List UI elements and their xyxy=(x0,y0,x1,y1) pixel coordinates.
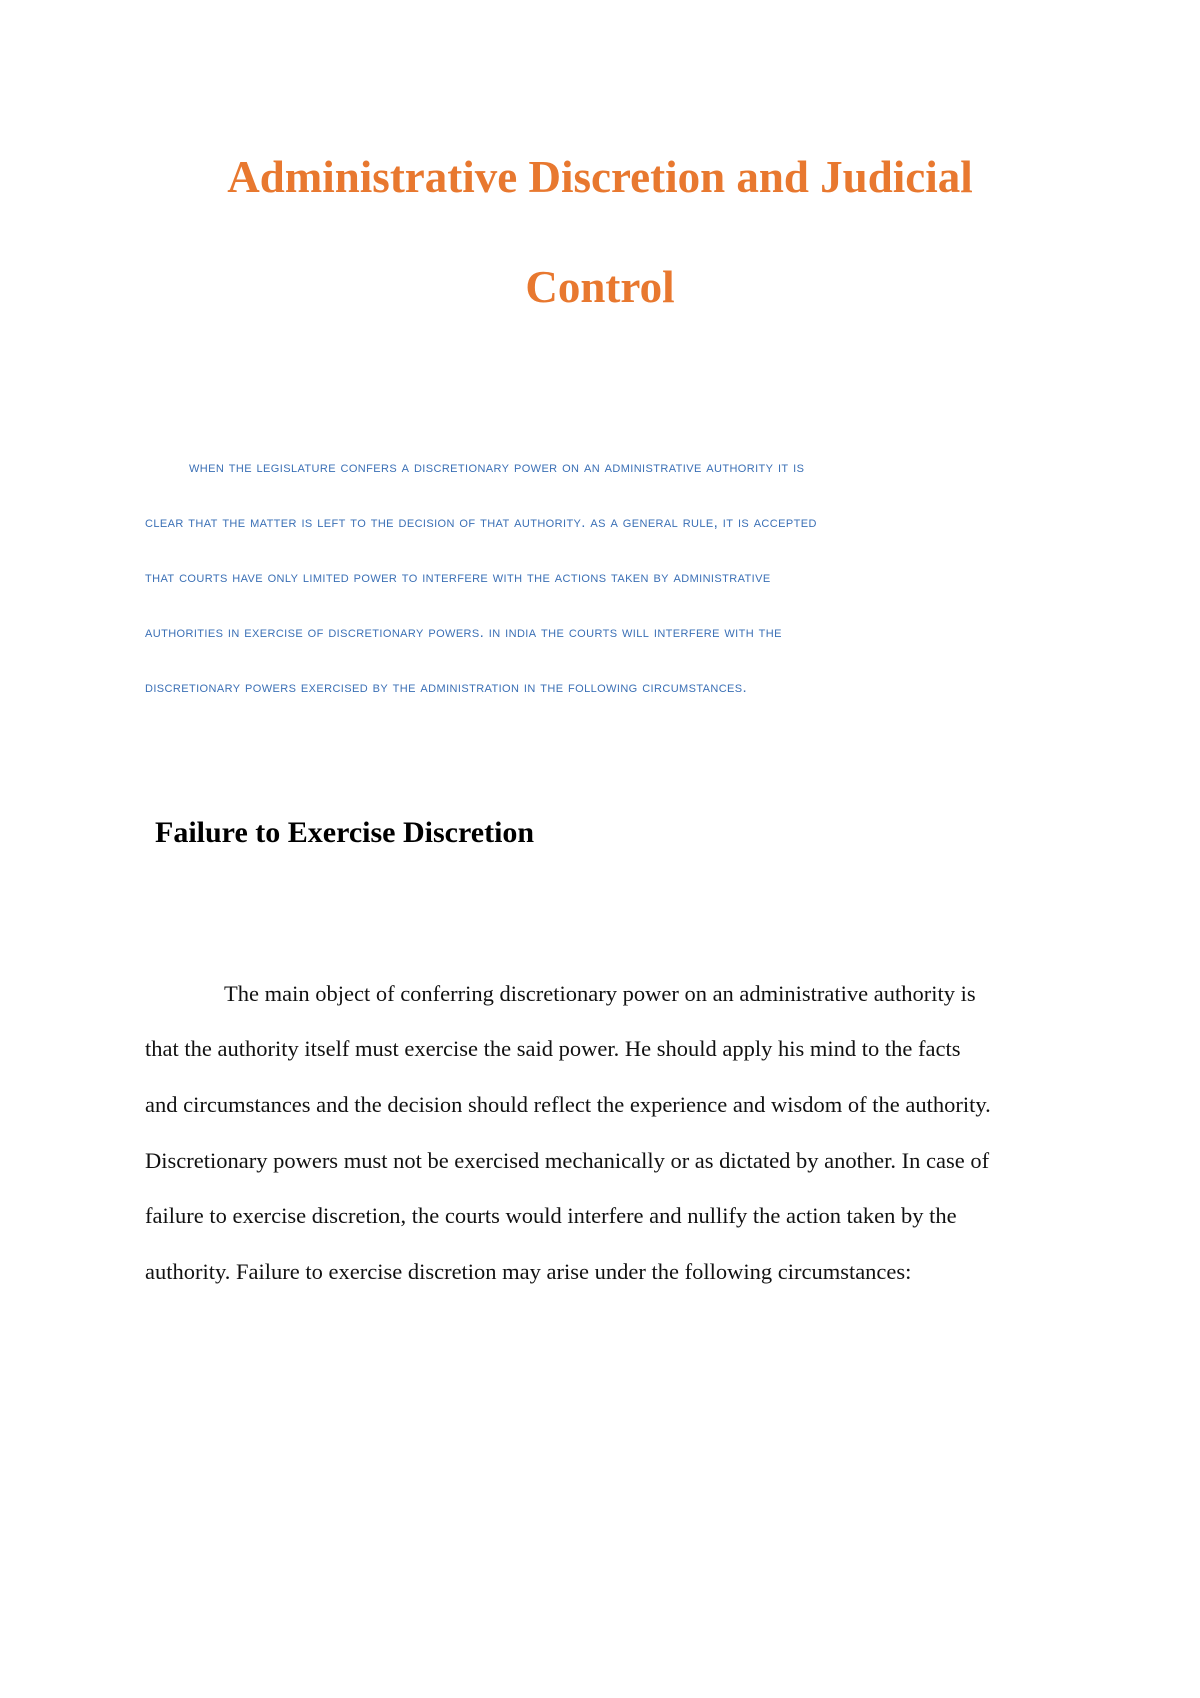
intro-paragraph-line: clear that the matter is left to the decision of that authority. as a general rule, it is accepted xyxy=(145,514,817,531)
body-paragraph-line: that the authority itself must exercise the said power. He should apply his mind to the facts xyxy=(145,1036,961,1061)
section-heading: Failure to Exercise Discretion xyxy=(155,816,535,849)
intro-paragraph-line: authorities in exercise of discretionary powers. in india the courts will interfere with the xyxy=(145,624,782,641)
intro-paragraph-line: that courts have only limited power to interfere with the actions taken by administrative xyxy=(145,569,771,586)
intro-paragraph-line: discretionary powers exercised by the administration in the following circumstances. xyxy=(145,679,748,696)
body-paragraph-line: failure to exercise discretion, the courts would interfere and nullify the action taken by the xyxy=(145,1203,957,1228)
document-title-line-1: Administrative Discretion and Judicial xyxy=(227,152,973,202)
document-title-line-2: Control xyxy=(525,262,675,312)
body-paragraph-line: authority. Failure to exercise discretion may arise under the following circumstances: xyxy=(145,1259,912,1284)
body-paragraph-line: and circumstances and the decision should reflect the experience and wisdom of the authority. xyxy=(145,1092,991,1117)
intro-paragraph-line: when the legislature confers a discretionary power on an administrative authority it is xyxy=(189,459,805,476)
body-paragraph-line: The main object of conferring discretionary power on an administrative authority is xyxy=(224,981,976,1006)
body-paragraph-line: Discretionary powers must not be exercised mechanically or as dictated by another. In case of xyxy=(145,1148,990,1173)
